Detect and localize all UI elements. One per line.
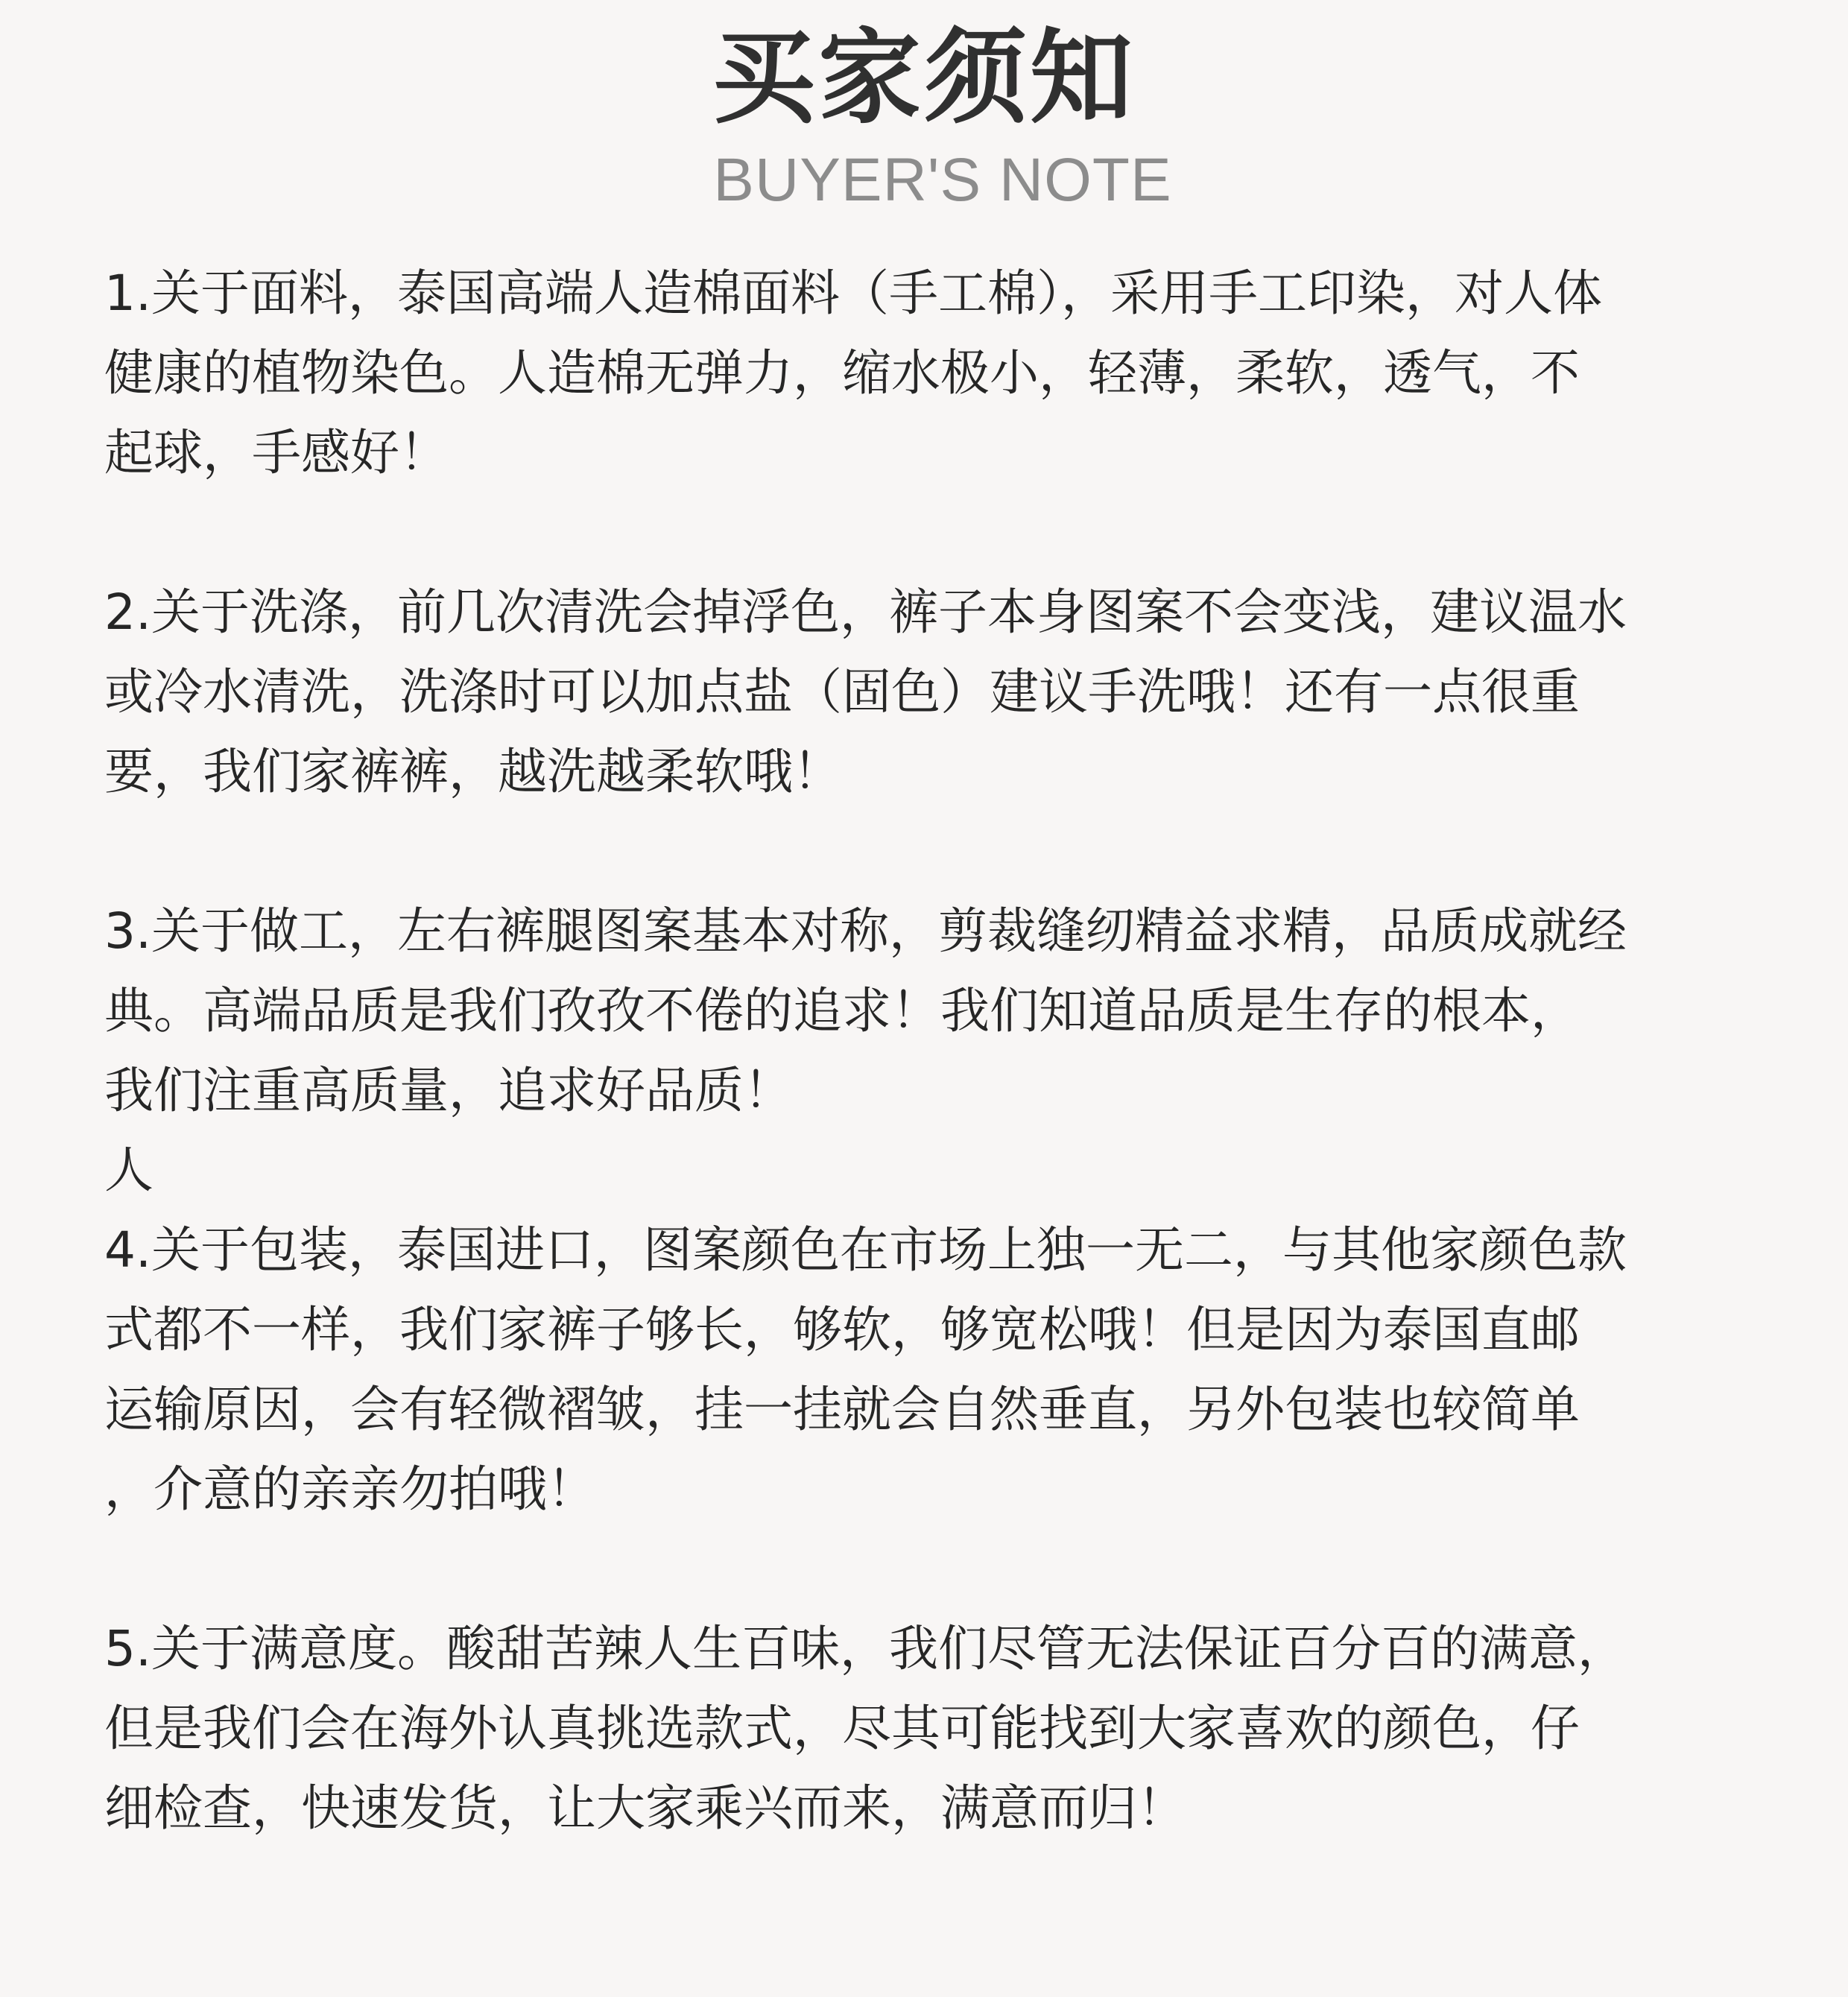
notes-list [104,253,1766,1848]
note-washing: 2.关于洗涤，前几次清洗会掉浮色，裤子本身图案不会变浅，建议温水 或冷水清洗，洗涤时可以加点盐（固色）建议手洗哦！还有一点很重 要，我们家裤裤，越洗越柔软哦！ [104,583,1627,800]
paragraph-spacer [104,811,1766,891]
note-satisfaction: 5.关于满意度。酸甜苦辣人生百味，我们尽管无法保证百分百的满意， 但是我们会在海外认真挑选款式，尽其可能找到大家喜欢的颜色，仔 细检查，快速发货，让大家乘兴而来，满意而归！ [104,1620,1627,1837]
paragraph-spacer [104,1529,1766,1609]
page-subtitle: BUYER'S NOTE [713,146,1172,214]
page-title: 买家须知 [712,18,1136,138]
note-fabric: 1.关于面料，泰国高端人造棉面料（手工棉），采用手工印染，对人体 健康的植物染色。人造棉无弹力，缩水极小，轻薄，柔软，透气，不 起球，手感好！ [104,265,1602,481]
paragraph-spacer [104,493,1766,572]
note-packaging: 4.关于包装，泰国进口，图案颜色在市场上独一无二，与其他家颜色款 式都不一样，我们家裤子够长，够软，够宽松哦！但是因为泰国直邮 运输原因，会有轻微褶皱，挂一挂就会自然垂直，另外包装也较简单 ，介意的亲亲勿拍哦！ [104,1221,1627,1518]
note-workmanship: 3.关于做工，左右裤腿图案基本对称，剪裁缝纫精益求精，品质成就经 典。高端品质是我们孜孜不倦的追求！我们知道品质是生存的根本， 我们注重高质量，追求好品质！ 人 [104,902,1627,1199]
page-header [0,18,1848,218]
